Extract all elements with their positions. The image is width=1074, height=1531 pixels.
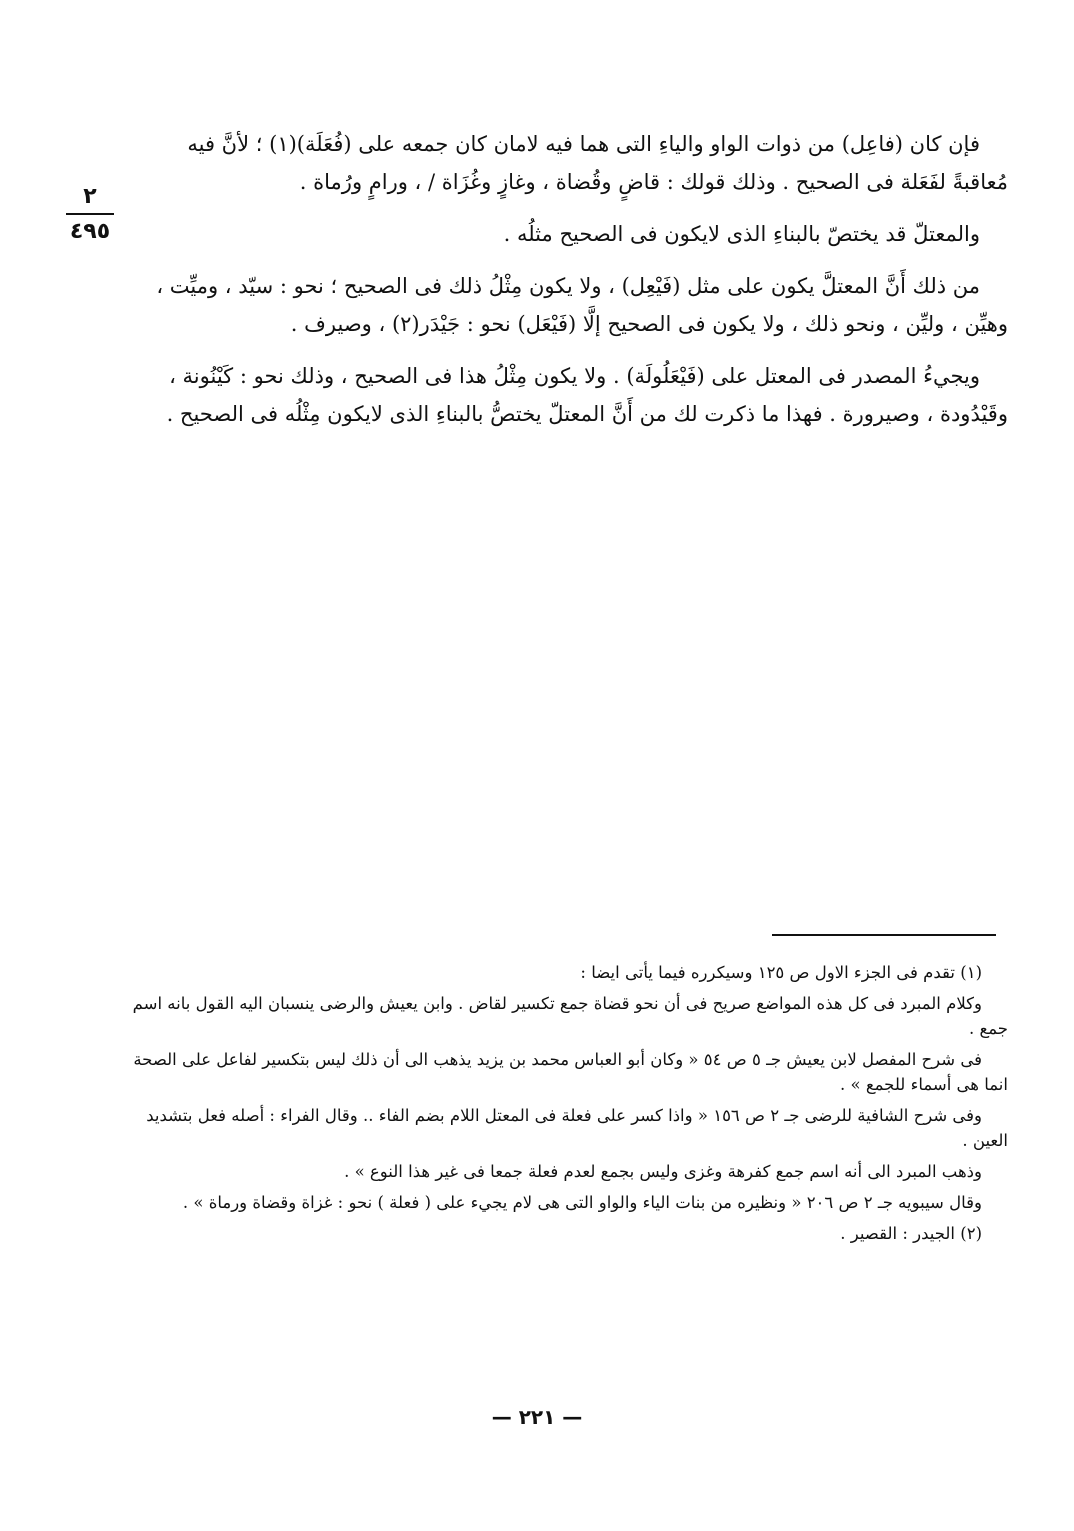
footnote-paragraph: وفى شرح الشافية للرضى جـ ٢ ص ١٥٦ « واذا كسر على فعلة فى المعتل اللام بضم الفاء .. وقال الفراء : أصله فعل بتشديد العين . [146, 1106, 1008, 1150]
body-paragraph: فإن كان (فاعِل) من ذوات الواو والياءِ التى هما فيه لامان كان جمعه على (فُعَلَة)(١) ؛ لأنَّ فيه مُعاقبةً لفَعَلة فى الصحيح . وذلك قولك : قاضٍ وقُضاة ، وغازٍ وغُزَاة / ، ورامٍ ورُماة . [187, 132, 1008, 194]
margin-reference-volume: ٢ [66, 186, 114, 215]
footnote-paragraph: (١) تقدم فى الجزء الاول ص ١٢٥ وسيكرره فيما يأتى ايضا : [580, 963, 982, 982]
footnote-paragraph: وكلام المبرد فى كل هذه المواضع صريح فى أن نحو قضاة جمع تكسير لقاض . وابن يعيش والرضى ينسبان اليه القول بانه اسم جمع . [132, 994, 1008, 1038]
footnote-paragraph: وقال سيبويه جـ ٢ ص ٢٠٦ « ونظيره من بنات الياء والواو التى هى لام يجيء على ( فعلة ) نحو : غزاة وقضاة ورماة » . [182, 1193, 982, 1212]
footnote-paragraph: وذهب المبرد الى أنه اسم جمع كفرهة وغزى وليس بجمع لعدم فعلة جمعا فى غير هذا النوع » . [344, 1162, 982, 1181]
body-paragraph: ويجيءُ المصدر فى المعتل على (فَيْعَلُولَة) . ولا يكون مِثْلُ هذا فى الصحيح ، وذلك نحو : كَيْنُونة ، وقَيْدُودة ، وصيرورة . فهذا ما ذكرت لك من أَنَّ المعتلّ يختصُّ بالبناءِ الذى لايكون مِثْلُه فى الصحيح . [166, 364, 1008, 426]
footnote-paragraph: (٢) الجيدر : القصير . [840, 1224, 982, 1243]
page-number: — ٢٢١ — [491, 1405, 583, 1429]
footnote-divider [772, 934, 996, 936]
footnotes [128, 960, 1008, 1252]
margin-reference-page: ٤٩٥ [69, 219, 111, 244]
main-text [128, 125, 1008, 447]
body-paragraph: والمعتلّ قد يختصّ بالبناءِ الذى لايكون فى الصحيح مثلُه . [503, 222, 980, 246]
body-paragraph: من ذلك أَنَّ المعتلَّ يكون على مثل (فَيْعِل) ، ولا يكون مِثْلُ ذلك فى الصحيح ؛ نحو : سيّد ، وميِّت ، وهيِّن ، وليِّن ، ونحو ذلك ، ولا يكون فى الصحيح إلَّا (فَيْعَل) نحو : جَيْدَر(٢) ، وصيرف . [156, 274, 1008, 336]
footnote-paragraph: فى شرح المفصل لابن يعيش جـ ٥ ص ٥٤ « وكان أبو العباس محمد بن يزيد يذهب الى أن ذلك ليس بتكسير لفاعل على الصحة انما هى أسماء للجمع » . [133, 1050, 1008, 1094]
margin-page-reference [60, 186, 120, 243]
